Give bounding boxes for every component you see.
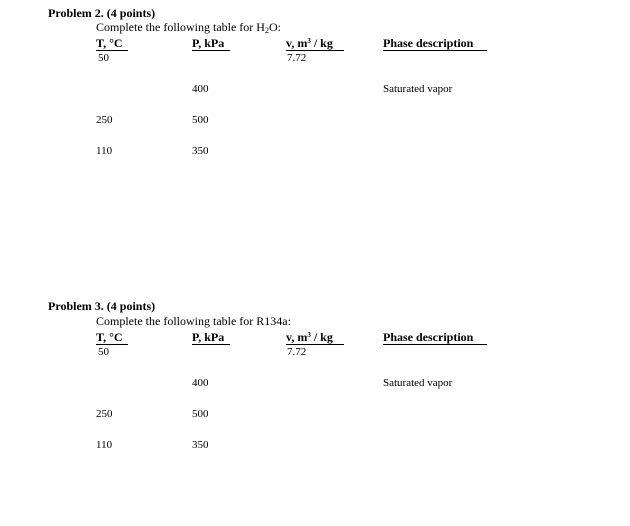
problem-3-row-1-volume: 7.72 bbox=[287, 346, 307, 358]
problem-3-header-specific-volume bbox=[286, 331, 344, 345]
problem-2-header-temperature: T, °C bbox=[96, 37, 128, 51]
problem-3-row-3-pressure: 500 bbox=[192, 408, 209, 420]
problem-2-header-v-suffix: / kg bbox=[310, 36, 333, 50]
problem-2-header-v-sup: 3 bbox=[307, 37, 311, 45]
problem-3-row-4-pressure: 350 bbox=[192, 439, 209, 451]
problem-2-row-1-temperature: 50 bbox=[98, 52, 109, 64]
problem-3-intro: Complete the following table for R134a: bbox=[96, 314, 291, 328]
problem-2-intro-prefix: Complete the following table for H bbox=[96, 20, 265, 34]
problem-3-header-v-suffix: / kg bbox=[310, 330, 333, 344]
problem-3-header-pressure: P, kPa bbox=[192, 331, 230, 345]
problem-3-header-v-prefix: v, m bbox=[286, 330, 308, 344]
problem-2-title: Problem 2. (4 points) bbox=[48, 6, 156, 20]
problem-2-row-4-pressure: 350 bbox=[192, 145, 209, 157]
problem-2-row-2-pressure: 400 bbox=[192, 83, 209, 95]
problem-3-row-2-phase: Saturated vapor bbox=[383, 377, 453, 389]
problem-2-intro-suffix: O: bbox=[268, 20, 281, 34]
problem-3-header-temperature: T, °C bbox=[96, 331, 128, 345]
problem-2-header-v-prefix: v, m bbox=[286, 36, 308, 50]
problem-3-header-phase: Phase description bbox=[383, 331, 487, 345]
problem-2-row-2-phase: Saturated vapor bbox=[383, 83, 453, 95]
problem-2-row-3-pressure: 500 bbox=[192, 114, 209, 126]
problem-2-header-specific-volume bbox=[286, 37, 344, 51]
problem-2-header-phase: Phase description bbox=[383, 37, 487, 51]
problem-2-intro bbox=[96, 20, 281, 35]
problem-3-row-4-temperature: 110 bbox=[96, 439, 113, 451]
problem-2-intro-subscript: 2 bbox=[264, 26, 269, 35]
problem-2-header-pressure: P, kPa bbox=[192, 37, 230, 51]
problem-3-title: Problem 3. (4 points) bbox=[48, 299, 156, 313]
problem-3-row-2-pressure: 400 bbox=[192, 377, 209, 389]
problem-3-row-3-temperature: 250 bbox=[96, 408, 113, 420]
problem-3-header-v-sup: 3 bbox=[307, 331, 311, 339]
problem-2-row-3-temperature: 250 bbox=[96, 114, 113, 126]
problem-2-row-1-volume: 7.72 bbox=[287, 52, 307, 64]
problem-3-row-1-temperature: 50 bbox=[98, 346, 109, 358]
problem-2-row-4-temperature: 110 bbox=[96, 145, 113, 157]
